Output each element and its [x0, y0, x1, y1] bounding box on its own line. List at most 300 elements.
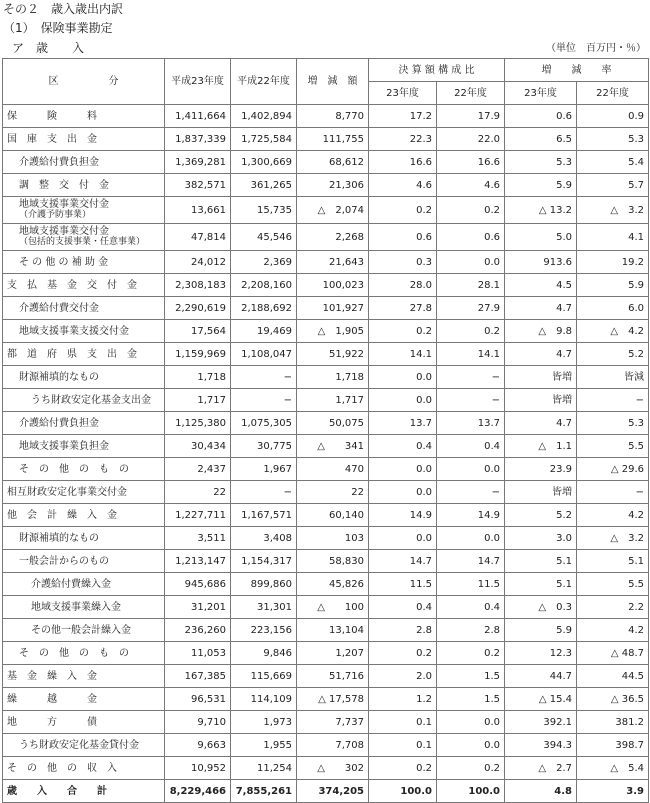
rate-fy22: −	[577, 389, 649, 412]
composition-fy22: 13.7	[437, 412, 505, 435]
table-row	[3, 389, 649, 412]
value-fy22: 1,967	[231, 458, 297, 481]
value-fy23: 1,369,281	[165, 151, 231, 174]
rate-fy23: 5.0	[505, 224, 577, 251]
row-label-text: その他一般会計繰入金	[31, 624, 131, 636]
value-fy22: −	[231, 389, 297, 412]
row-label-text: うち財政安定化基金貸付金	[19, 739, 139, 751]
value-fy22: 9,846	[231, 642, 297, 665]
rate-fy22: 398.7	[577, 734, 649, 757]
value-fy23: 382,571	[165, 174, 231, 197]
value-fy23: 1,213,147	[165, 550, 231, 573]
rate-fy22: 44.5	[577, 665, 649, 688]
composition-fy23: 1.2	[369, 688, 437, 711]
row-label	[3, 197, 165, 224]
row-label	[3, 343, 165, 366]
row-label	[3, 527, 165, 550]
table-row	[3, 734, 649, 757]
value-fy22: 30,775	[231, 435, 297, 458]
row-label	[3, 174, 165, 197]
rate-fy23: 皆増	[505, 481, 577, 504]
table-row	[3, 128, 649, 151]
composition-fy22: 0.0	[437, 734, 505, 757]
row-label	[3, 665, 165, 688]
col-header-change: 増 減 額	[297, 59, 369, 105]
table-row	[3, 105, 649, 128]
value-fy23: 1,718	[165, 366, 231, 389]
rate-fy22: △ 3.2	[577, 527, 649, 550]
row-label-text: 他 会 計 繰 入 金	[7, 509, 117, 521]
rate-fy22: 5.4	[577, 151, 649, 174]
composition-fy22: 0.4	[437, 596, 505, 619]
table-row	[3, 550, 649, 573]
composition-fy22: 0.0	[437, 458, 505, 481]
value-fy22: 31,301	[231, 596, 297, 619]
table-row	[3, 757, 649, 780]
table-row	[3, 320, 649, 343]
table-row	[3, 596, 649, 619]
row-label-text: 繰 越 金	[7, 693, 97, 705]
table-row	[3, 435, 649, 458]
row-label	[3, 320, 165, 343]
row-label-line1: 地域支援事業交付金	[19, 199, 109, 210]
value-fy22: 45,546	[231, 224, 297, 251]
value-fy22: 1,725,584	[231, 128, 297, 151]
row-label	[3, 224, 165, 251]
value-fy22: 15,735	[231, 197, 297, 224]
rate-fy22: 5.5	[577, 573, 649, 596]
composition-fy22: 27.9	[437, 297, 505, 320]
value-fy23: 1,717	[165, 389, 231, 412]
value-fy22: 1,075,305	[231, 412, 297, 435]
unit-note: （単位 百万円・％）	[546, 43, 646, 54]
table-row	[3, 504, 649, 527]
value-change: 8,770	[297, 105, 369, 128]
composition-fy23: 22.3	[369, 128, 437, 151]
row-label	[3, 366, 165, 389]
rate-fy22: 5.5	[577, 435, 649, 458]
composition-fy22: 0.0	[437, 527, 505, 550]
row-label-text: うち財政安定化基金支出金	[31, 394, 151, 406]
value-fy22: 361,265	[231, 174, 297, 197]
value-change: 1,717	[297, 389, 369, 412]
rate-fy23: 皆増	[505, 366, 577, 389]
value-change: 51,716	[297, 665, 369, 688]
col-header-rate: 増 減 率	[505, 59, 649, 82]
value-change: 13,104	[297, 619, 369, 642]
table-row	[3, 665, 649, 688]
rate-fy23: 4.8	[505, 780, 577, 803]
value-fy23: 3,511	[165, 527, 231, 550]
value-fy22: 114,109	[231, 688, 297, 711]
rate-fy23: 5.2	[505, 504, 577, 527]
value-fy23: 31,201	[165, 596, 231, 619]
row-label	[3, 619, 165, 642]
value-fy22: 1,154,317	[231, 550, 297, 573]
composition-fy22: 22.0	[437, 128, 505, 151]
row-label	[3, 688, 165, 711]
row-label	[3, 297, 165, 320]
composition-fy23: 0.1	[369, 734, 437, 757]
table-row	[3, 573, 649, 596]
row-label-text: そ の 他 の 補 助 金	[19, 256, 109, 268]
row-label	[3, 757, 165, 780]
rate-fy22: 0.9	[577, 105, 649, 128]
rate-fy22: △ 3.2	[577, 197, 649, 224]
row-label	[3, 435, 165, 458]
composition-fy23: 28.0	[369, 274, 437, 297]
value-change: 68,612	[297, 151, 369, 174]
value-fy23: 47,814	[165, 224, 231, 251]
row-label-text: 介護給付費負担金	[19, 156, 99, 168]
rate-fy22: 4.2	[577, 619, 649, 642]
composition-fy23: 27.8	[369, 297, 437, 320]
rate-fy23: 5.9	[505, 174, 577, 197]
rate-fy23: 4.7	[505, 343, 577, 366]
rate-fy23: 12.3	[505, 642, 577, 665]
value-fy22: −	[231, 481, 297, 504]
rate-fy23: 913.6	[505, 251, 577, 274]
value-change: 470	[297, 458, 369, 481]
value-fy22: 1,955	[231, 734, 297, 757]
total-row	[3, 780, 649, 803]
composition-fy23: 2.8	[369, 619, 437, 642]
rate-fy22: △ 4.2	[577, 320, 649, 343]
table-row	[3, 151, 649, 174]
table-row	[3, 251, 649, 274]
value-fy22: 19,469	[231, 320, 297, 343]
composition-fy22: 0.0	[437, 711, 505, 734]
row-label	[3, 105, 165, 128]
value-change: 21,643	[297, 251, 369, 274]
value-fy23: 1,227,711	[165, 504, 231, 527]
subheader-comp-23: 23年度	[369, 82, 437, 105]
row-label-line1: 地域支援事業交付金	[19, 226, 109, 237]
value-fy22: 1,167,571	[231, 504, 297, 527]
rate-fy23: △ 13.2	[505, 197, 577, 224]
composition-fy23: 2.0	[369, 665, 437, 688]
table-row	[3, 274, 649, 297]
value-fy22: 1,973	[231, 711, 297, 734]
composition-fy22: 0.2	[437, 642, 505, 665]
col-header-fy23: 平成23年度	[165, 59, 231, 105]
composition-fy22: 0.2	[437, 757, 505, 780]
table-row	[3, 481, 649, 504]
value-change: △ 341	[297, 435, 369, 458]
composition-fy22: −	[437, 366, 505, 389]
row-label-line2: （包括的支援事業・任意事業）	[19, 237, 146, 247]
rate-fy22: 2.2	[577, 596, 649, 619]
row-label	[3, 251, 165, 274]
value-fy22: 1,300,669	[231, 151, 297, 174]
rate-fy23: 5.1	[505, 573, 577, 596]
row-label	[3, 481, 165, 504]
row-label-text: 保 険 料	[7, 110, 97, 122]
composition-fy22: 17.9	[437, 105, 505, 128]
rate-fy23: △ 9.8	[505, 320, 577, 343]
composition-fy22: 4.6	[437, 174, 505, 197]
table-title: ア 歳 入	[12, 41, 85, 55]
table-row	[3, 224, 649, 251]
composition-fy23: 0.6	[369, 224, 437, 251]
composition-fy23: 0.0	[369, 366, 437, 389]
table-row	[3, 366, 649, 389]
table-row	[3, 527, 649, 550]
row-label-text: 介護給付費交付金	[19, 302, 99, 314]
row-label	[3, 151, 165, 174]
value-fy22: 1,402,894	[231, 105, 297, 128]
rate-fy22: 381.2	[577, 711, 649, 734]
value-fy23: 2,437	[165, 458, 231, 481]
value-change: 101,927	[297, 297, 369, 320]
rate-fy23: 3.0	[505, 527, 577, 550]
value-fy22: 899,860	[231, 573, 297, 596]
row-label-text: 相互財政安定化事業交付金	[7, 486, 127, 498]
composition-fy23: 0.4	[369, 596, 437, 619]
composition-fy23: 14.7	[369, 550, 437, 573]
composition-fy22: −	[437, 481, 505, 504]
composition-fy23: 0.0	[369, 481, 437, 504]
composition-fy23: 0.0	[369, 527, 437, 550]
row-label-text: 都 道 府 県 支 出 金	[7, 348, 137, 360]
table-row	[3, 197, 649, 224]
value-fy22: 3,408	[231, 527, 297, 550]
value-fy22: −	[231, 366, 297, 389]
row-label-text: 財源補填的なもの	[19, 371, 99, 383]
value-fy23: 10,952	[165, 757, 231, 780]
table-header	[3, 59, 649, 105]
row-label	[3, 274, 165, 297]
rate-fy22: 4.1	[577, 224, 649, 251]
row-label-text: 地域支援事業負担金	[19, 440, 109, 452]
value-change: 22	[297, 481, 369, 504]
row-label-text: 基 金 繰 入 金	[7, 670, 97, 682]
col-header-fy22: 平成22年度	[231, 59, 297, 105]
composition-fy22: 16.6	[437, 151, 505, 174]
composition-fy22: 100.0	[437, 780, 505, 803]
row-label	[3, 711, 165, 734]
value-fy23: 1,159,969	[165, 343, 231, 366]
composition-fy22: 0.2	[437, 197, 505, 224]
row-label-text: 地 方 債	[7, 716, 97, 728]
table-row	[3, 343, 649, 366]
value-change: 50,075	[297, 412, 369, 435]
rate-fy22: △ 5.4	[577, 757, 649, 780]
value-change: 58,830	[297, 550, 369, 573]
rate-fy22: 4.2	[577, 504, 649, 527]
rate-fy22: 5.7	[577, 174, 649, 197]
composition-fy22: 1.5	[437, 665, 505, 688]
subheader-rate-22: 22年度	[577, 82, 649, 105]
value-fy23: 1,125,380	[165, 412, 231, 435]
rate-fy22: 5.3	[577, 412, 649, 435]
value-change: △ 302	[297, 757, 369, 780]
value-fy22: 223,156	[231, 619, 297, 642]
composition-fy22: 14.9	[437, 504, 505, 527]
rate-fy22: 3.9	[577, 780, 649, 803]
composition-fy23: 4.6	[369, 174, 437, 197]
composition-fy23: 14.9	[369, 504, 437, 527]
value-change: 100,023	[297, 274, 369, 297]
rate-fy23: 4.7	[505, 412, 577, 435]
composition-fy23: 17.2	[369, 105, 437, 128]
composition-fy22: 0.4	[437, 435, 505, 458]
table-row	[3, 297, 649, 320]
value-change: 2,268	[297, 224, 369, 251]
row-label-text: 地域支援事業支援交付金	[19, 325, 129, 337]
row-label-text: 歳 入 合 計	[7, 785, 107, 797]
row-label-text: 支 払 基 金 交 付 金	[7, 279, 137, 291]
value-fy23: 9,710	[165, 711, 231, 734]
rate-fy22: 6.0	[577, 297, 649, 320]
value-fy22: 7,855,261	[231, 780, 297, 803]
row-label-text: 国 庫 支 出 金	[7, 133, 97, 145]
value-change: 60,140	[297, 504, 369, 527]
rate-fy22: 5.9	[577, 274, 649, 297]
rate-fy23: 44.7	[505, 665, 577, 688]
composition-fy22: 14.1	[437, 343, 505, 366]
row-label	[3, 412, 165, 435]
row-label	[3, 504, 165, 527]
rate-fy22: 皆減	[577, 366, 649, 389]
composition-fy22: 11.5	[437, 573, 505, 596]
value-change: 1,207	[297, 642, 369, 665]
composition-fy22: −	[437, 389, 505, 412]
row-label-line2: （介護予防事業）	[19, 210, 92, 220]
row-label-text: 介護給付費負担金	[19, 417, 99, 429]
revenue-table	[2, 58, 649, 803]
composition-fy23: 16.6	[369, 151, 437, 174]
table-row	[3, 458, 649, 481]
value-fy22: 2,369	[231, 251, 297, 274]
row-label-text: 調 整 交 付 金	[19, 179, 109, 191]
row-label	[3, 128, 165, 151]
section-title: その２ 歳入歳出内訳	[3, 2, 124, 16]
row-label	[3, 458, 165, 481]
rate-fy23: 0.6	[505, 105, 577, 128]
subsection-title: （1） 保険事業勘定	[3, 21, 113, 35]
composition-fy22: 0.0	[437, 251, 505, 274]
row-label	[3, 780, 165, 803]
value-change: △ 17,578	[297, 688, 369, 711]
composition-fy22: 14.7	[437, 550, 505, 573]
composition-fy23: 0.2	[369, 197, 437, 224]
rate-fy23: 皆増	[505, 389, 577, 412]
composition-fy23: 11.5	[369, 573, 437, 596]
value-change: 374,205	[297, 780, 369, 803]
value-fy23: 167,385	[165, 665, 231, 688]
value-fy23: 96,531	[165, 688, 231, 711]
table-row	[3, 711, 649, 734]
rate-fy23: 4.7	[505, 297, 577, 320]
rate-fy22: 5.2	[577, 343, 649, 366]
subheader-comp-22: 22年度	[437, 82, 505, 105]
composition-fy23: 0.0	[369, 389, 437, 412]
row-label-text: そ の 他 の も の	[19, 463, 129, 475]
value-fy23: 2,308,183	[165, 274, 231, 297]
value-fy23: 11,053	[165, 642, 231, 665]
value-change: △ 1,905	[297, 320, 369, 343]
composition-fy22: 0.6	[437, 224, 505, 251]
table-row	[3, 174, 649, 197]
value-fy23: 22	[165, 481, 231, 504]
value-fy23: 8,229,466	[165, 780, 231, 803]
value-change: 7,708	[297, 734, 369, 757]
composition-fy22: 28.1	[437, 274, 505, 297]
value-fy23: 17,564	[165, 320, 231, 343]
rate-fy23: △ 2.7	[505, 757, 577, 780]
value-fy23: 30,434	[165, 435, 231, 458]
row-label-text: 介護給付費繰入金	[31, 578, 111, 590]
value-change: 1,718	[297, 366, 369, 389]
composition-fy22: 2.8	[437, 619, 505, 642]
value-fy23: 9,663	[165, 734, 231, 757]
row-label-text: 財源補填的なもの	[19, 532, 99, 544]
rate-fy23: 394.3	[505, 734, 577, 757]
value-fy23: 13,661	[165, 197, 231, 224]
value-fy22: 11,254	[231, 757, 297, 780]
value-fy22: 1,108,047	[231, 343, 297, 366]
rate-fy22: △ 36.5	[577, 688, 649, 711]
composition-fy23: 0.1	[369, 711, 437, 734]
composition-fy23: 0.2	[369, 320, 437, 343]
rate-fy22: 5.3	[577, 128, 649, 151]
value-change: 103	[297, 527, 369, 550]
composition-fy22: 0.2	[437, 320, 505, 343]
rate-fy23: 6.5	[505, 128, 577, 151]
rate-fy23: 4.5	[505, 274, 577, 297]
composition-fy23: 100.0	[369, 780, 437, 803]
composition-fy23: 0.4	[369, 435, 437, 458]
rate-fy22: △ 48.7	[577, 642, 649, 665]
value-fy22: 2,188,692	[231, 297, 297, 320]
composition-fy22: 1.5	[437, 688, 505, 711]
row-label	[3, 573, 165, 596]
value-fy23: 1,411,664	[165, 105, 231, 128]
value-fy23: 24,012	[165, 251, 231, 274]
col-header-kubun: 区 分	[3, 59, 165, 105]
row-label	[3, 596, 165, 619]
table-row	[3, 688, 649, 711]
value-change: △ 100	[297, 596, 369, 619]
rate-fy23: 5.9	[505, 619, 577, 642]
value-change: △ 2,074	[297, 197, 369, 224]
value-fy22: 115,669	[231, 665, 297, 688]
rate-fy22: △ 29.6	[577, 458, 649, 481]
rate-fy23: △ 15.4	[505, 688, 577, 711]
rate-fy23: △ 0.3	[505, 596, 577, 619]
rate-fy22: 19.2	[577, 251, 649, 274]
table-row	[3, 412, 649, 435]
row-label-text: 一般会計からのもの	[19, 555, 109, 567]
rate-fy23: △ 1.1	[505, 435, 577, 458]
composition-fy23: 0.2	[369, 757, 437, 780]
col-header-composition: 決 算 額 構 成 比	[369, 59, 505, 82]
rate-fy23: 5.1	[505, 550, 577, 573]
table-body	[3, 105, 649, 803]
row-label-text: そ の 他 の 収 入	[7, 762, 117, 774]
value-fy22: 2,208,160	[231, 274, 297, 297]
composition-fy23: 0.3	[369, 251, 437, 274]
rate-fy23: 392.1	[505, 711, 577, 734]
row-label-text: そ の 他 の も の	[19, 647, 129, 659]
rate-fy22: 5.1	[577, 550, 649, 573]
rate-fy22: −	[577, 481, 649, 504]
rate-fy23: 23.9	[505, 458, 577, 481]
composition-fy23: 13.7	[369, 412, 437, 435]
value-change: 21,306	[297, 174, 369, 197]
value-fy23: 236,260	[165, 619, 231, 642]
